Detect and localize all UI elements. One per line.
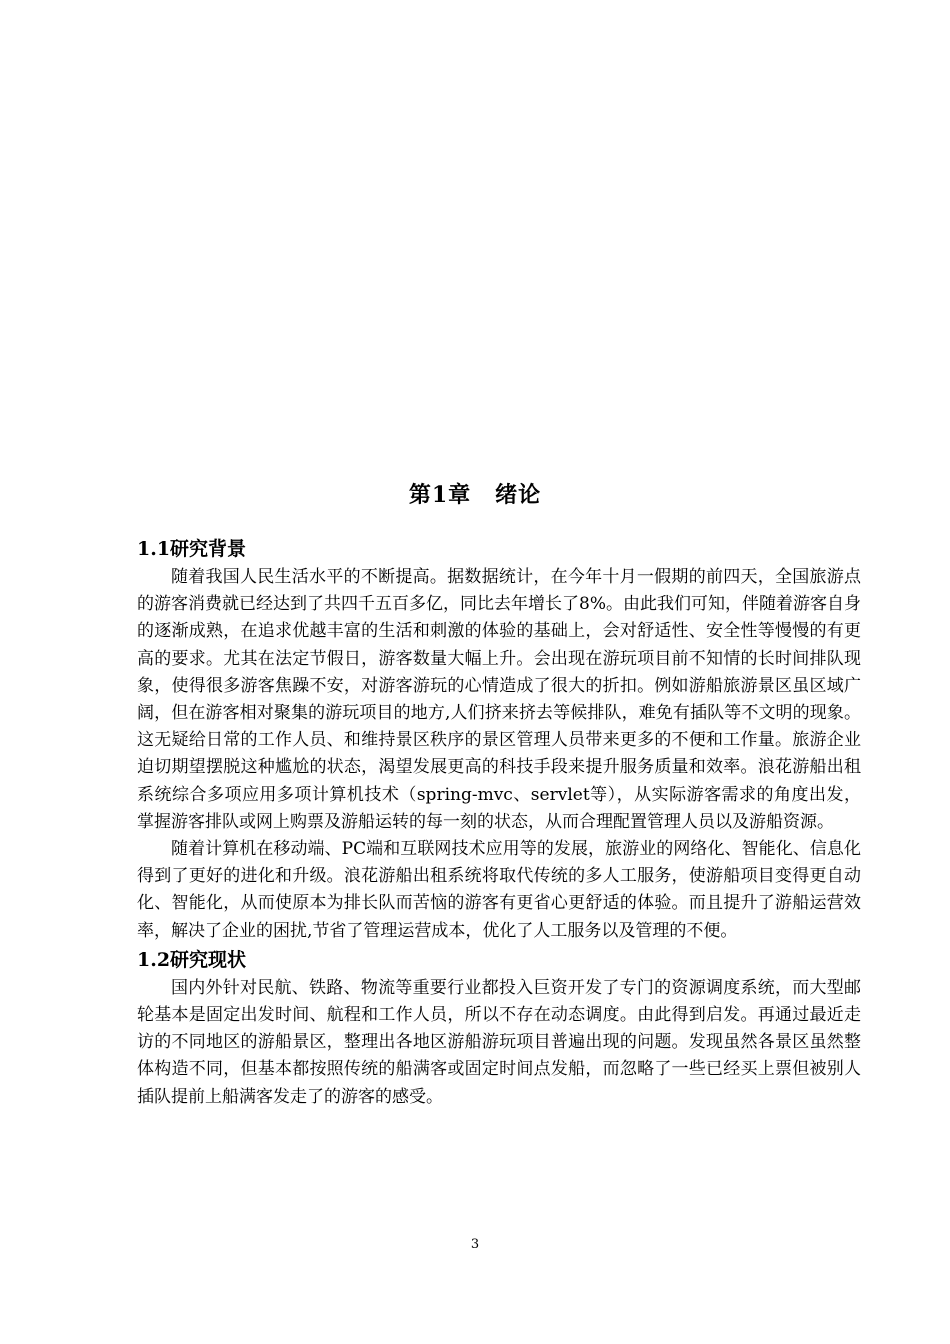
chapter-name: 绪论 xyxy=(495,482,542,508)
chapter-title xyxy=(0,478,950,509)
page-number: 3 xyxy=(470,1237,480,1252)
paragraph: 国内外针对民航、铁路、物流等重要行业都投入巨资开发了专门的资源调度系统，而大型邮轮基本是固定出发时间、航程和工作人员，所以不存在动态调度。由此得到启发。再通过最近走访的不同地区的游船景区，整理出各地区游船游玩项目普遍出现的问题。发现虽然各景区虽然整体构造不同，但基本都按照传统的船满客或固定时间点发船，而忽略了一些已经买上票但被别人插队提前上船满客发走了的游客的感受。 xyxy=(137,977,861,1107)
main-content xyxy=(137,534,861,1111)
section-heading-status: 1.2研究现状 xyxy=(137,948,247,971)
section-heading-background: 1.1研究背景 xyxy=(137,538,247,560)
chapter-label: 第1章 xyxy=(408,482,472,508)
paragraph: 随着计算机在移动端、PC端和互联网技术应用等的发展，旅游业的网络化、智能化、信息化得到了更好的进化和升级。浪花游船出租系统将取代传统的多人工服务，使游船项目变得更自动化、智能化，从而使原本为排长队而苦恼的游客有更省心更舒适的体验。而且提升了游船运营效率，解决了企业的困扰,节省了管理运营成本，优化了人工服务以及管理的不便。 xyxy=(137,839,861,941)
paragraph: 随着我国人民生活水平的不断提高。据数据统计，在今年十月一假期的前四天，全国旅游点的游客消费就已经达到了共四千五百多亿，同比去年增长了8%。由此我们可知，伴随着游客自身的逐渐成熟，在追求优越丰富的生活和刺激的体验的基础上，会对舒适性、安全性等慢慢的有更高的要求。尤其在法定节假日，游客数量大幅上升。会出现在游玩项目前不知情的长时间排队现象，使得很多游客焦躁不安，对游客游玩的心情造成了很大的折扣。例如游船旅游景区虽区域广阔，但在游客相对聚集的游玩项目的地方,人们挤来挤去等候排队，难免有插队等不文明的现象。这无疑给日常的工作人员、和维持景区秩序的景区管理人员带来更多的不便和工作量。旅游企业迫切期望摆脱这种尴尬的状态，渴望发展更高的科技手段来提升服务质量和效率。浪花游船出租系统综合多项应用多项计算机技术（spring-mvc、servlet等），从实际游客需求的角度出发，掌握游客排队或网上购票及游船运转的每一刻的状态，从而合理配置管理人员以及游船资源。 xyxy=(137,567,861,832)
